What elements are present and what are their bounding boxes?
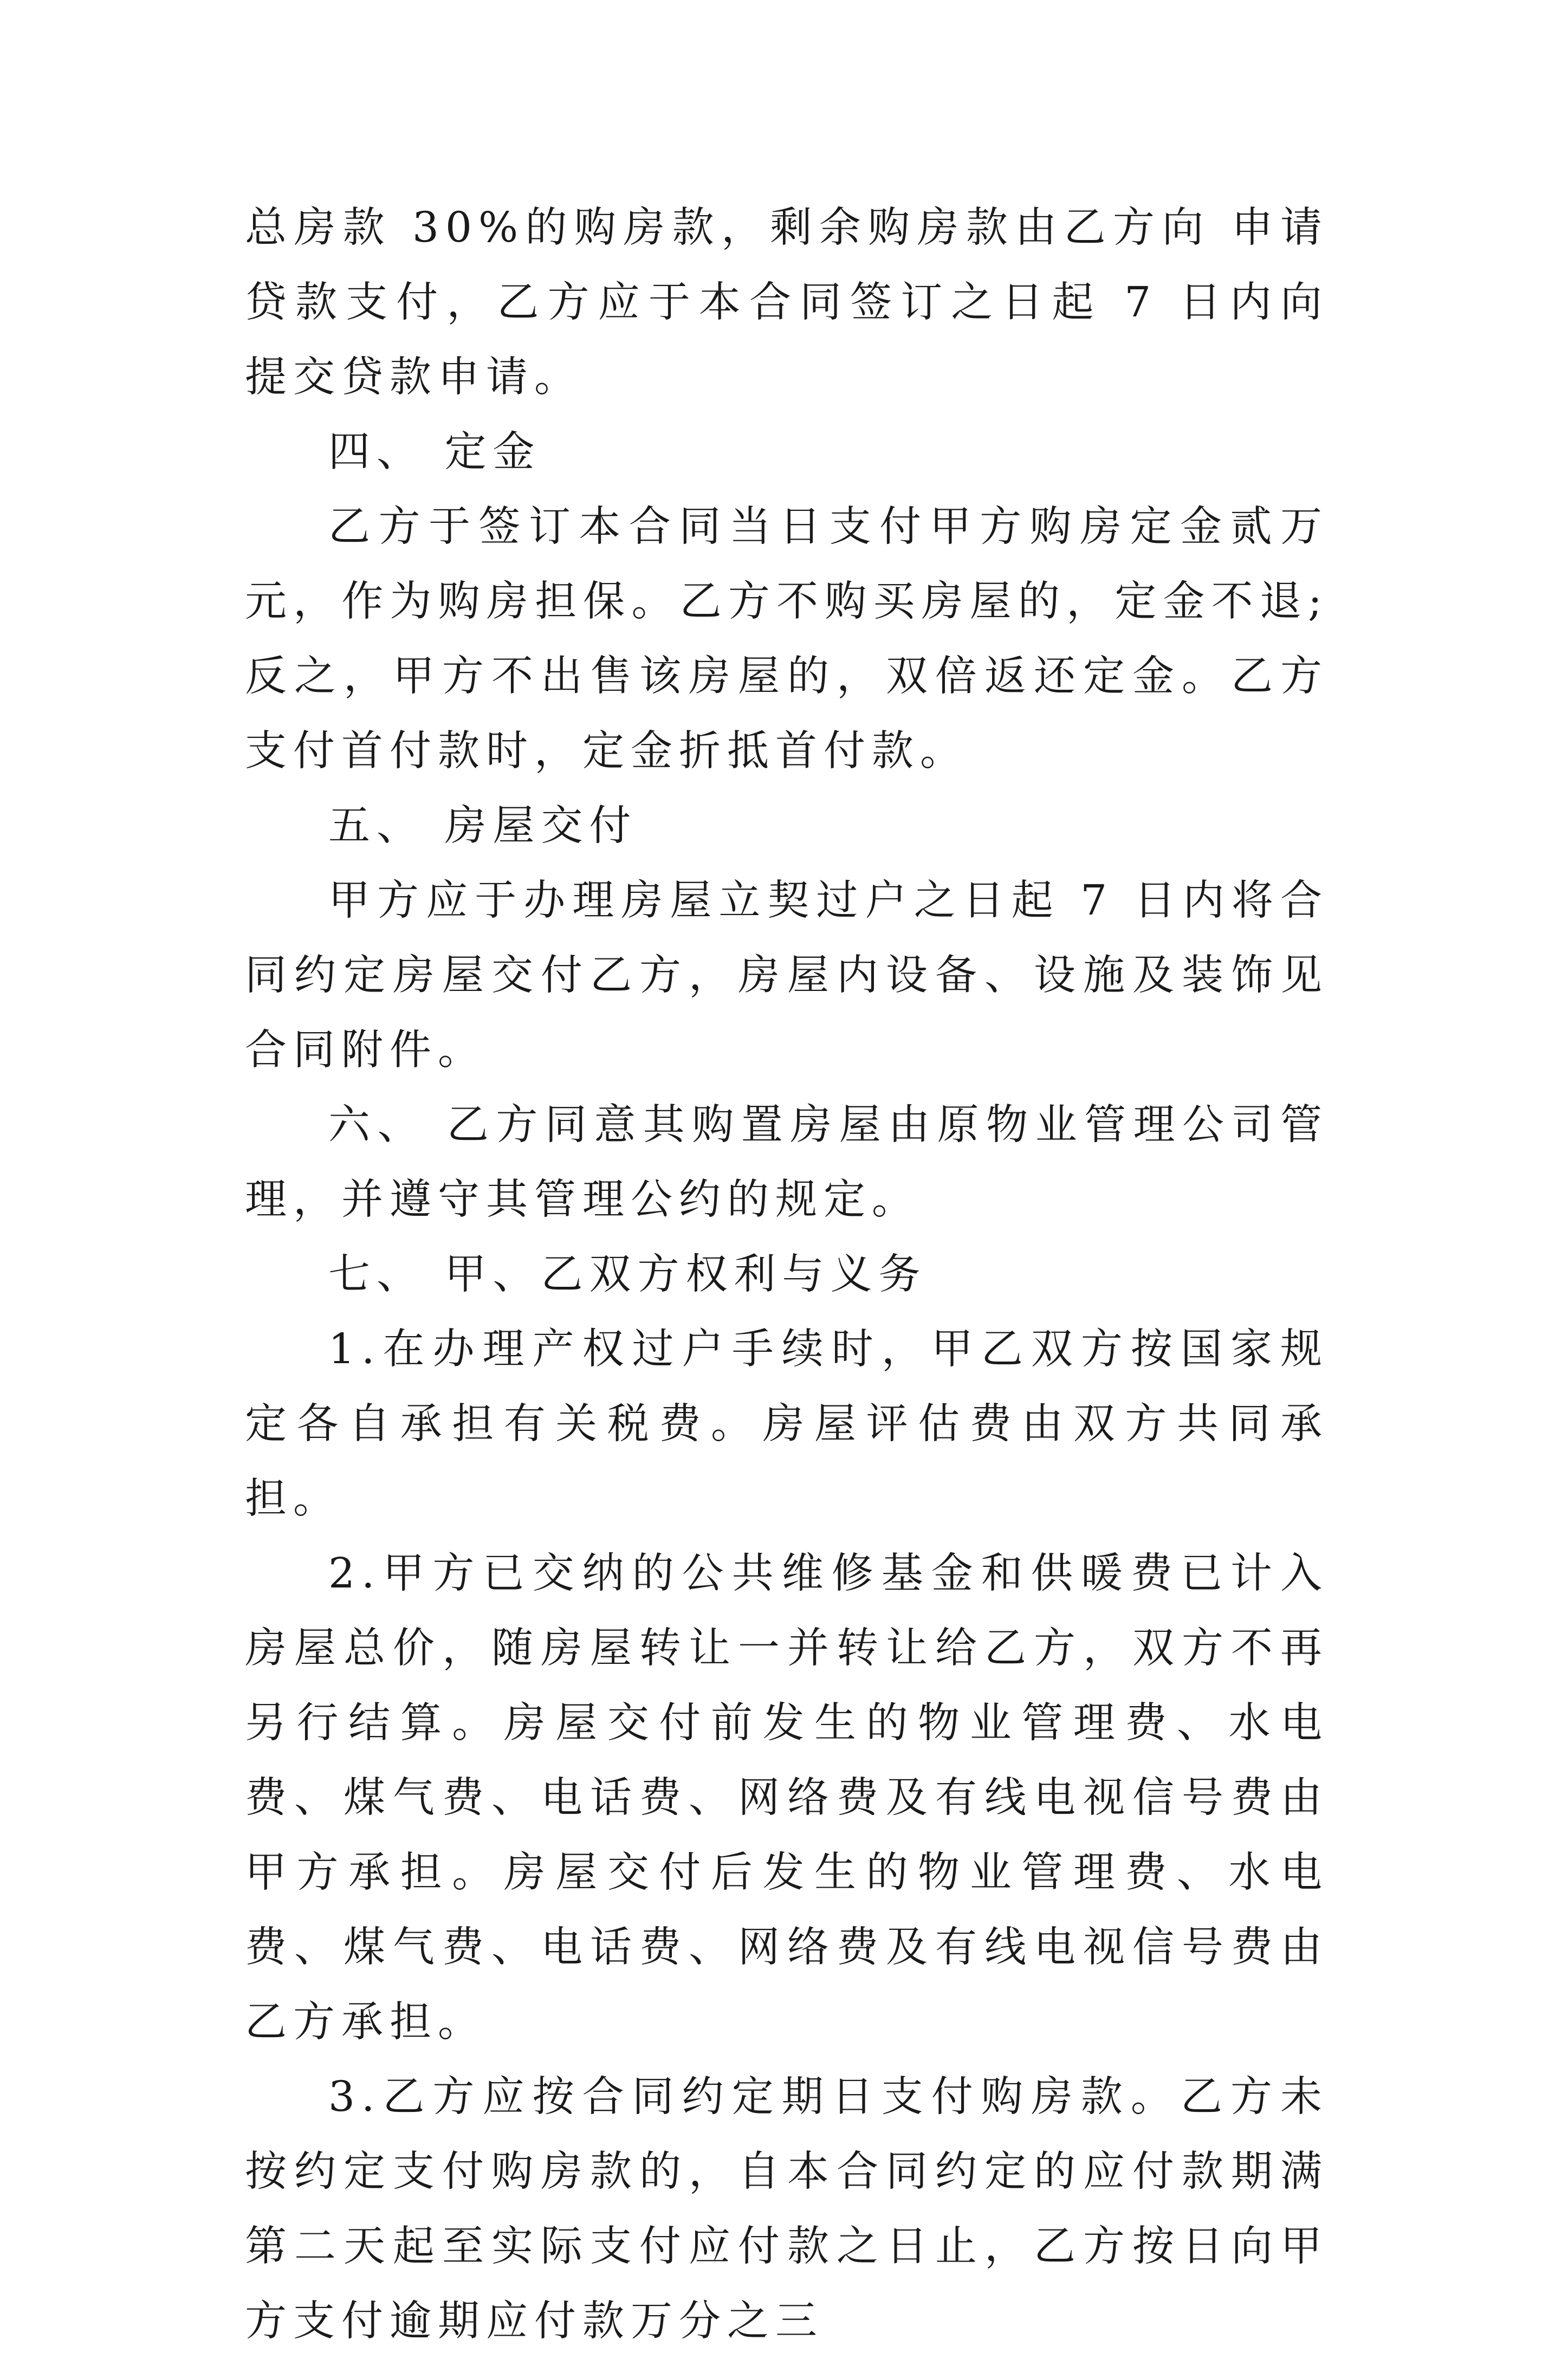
paragraph-clause-1: 1.在办理产权过户手续时，甲乙双方按国家规定各自承担有关税费。房屋评估费由双方共同承担。 <box>245 1325 1329 1523</box>
section-heading-deposit: 四、 定金 <box>328 428 541 476</box>
paragraph-property-management: 六、 乙方同意其购置房屋由原物业管理公司管理，并遵守其管理公约的规定。 <box>245 1101 1329 1224</box>
paragraph-clause-3: 3.乙方应按合同约定期日支付购房款。乙方未按约定支付购房款的，自本合同约定的应付款期满第二天起至实际支付应付款之日止，乙方按日向甲方支付逾期应付款万分之三 <box>245 2073 1329 2345</box>
section-heading-delivery: 五、 房屋交付 <box>328 802 638 850</box>
paragraph-deposit: 乙方于签订本合同当日支付甲方购房定金贰万元，作为购房担保。乙方不购买房屋的，定金不退;反之，甲方不出售该房屋的，双倍返还定金。乙方支付首付款时，定金折抵首付款。 <box>245 503 1329 775</box>
paragraph-clause-2: 2.甲方已交纳的公共维修基金和供暖费已计入房屋总价，随房屋转让一并转让给乙方，双方不再另行结算。房屋交付前发生的物业管理费、水电费、煤气费、电话费、网络费及有线电视信号费由甲方承担。房屋交付后发生的物业管理费、水电费、煤气费、电话费、网络费及有线电视信号费由乙方承担。 <box>245 1550 1329 2046</box>
document-body <box>245 191 1329 2359</box>
paragraph-delivery: 甲方应于办理房屋立契过户之日起 7 日内将合同约定房屋交付乙方，房屋内设备、设施及装饰见合同附件。 <box>245 877 1329 1074</box>
section-heading-rights-obligations: 七、 甲、乙双方权利与义务 <box>328 1250 927 1299</box>
paragraph-down-payment: 总房款 30%的购房款，剩余购房款由乙方向 申请贷款支付，乙方应于本合同签订之日起 7 日内向 提交贷款申请。 <box>245 204 1329 401</box>
